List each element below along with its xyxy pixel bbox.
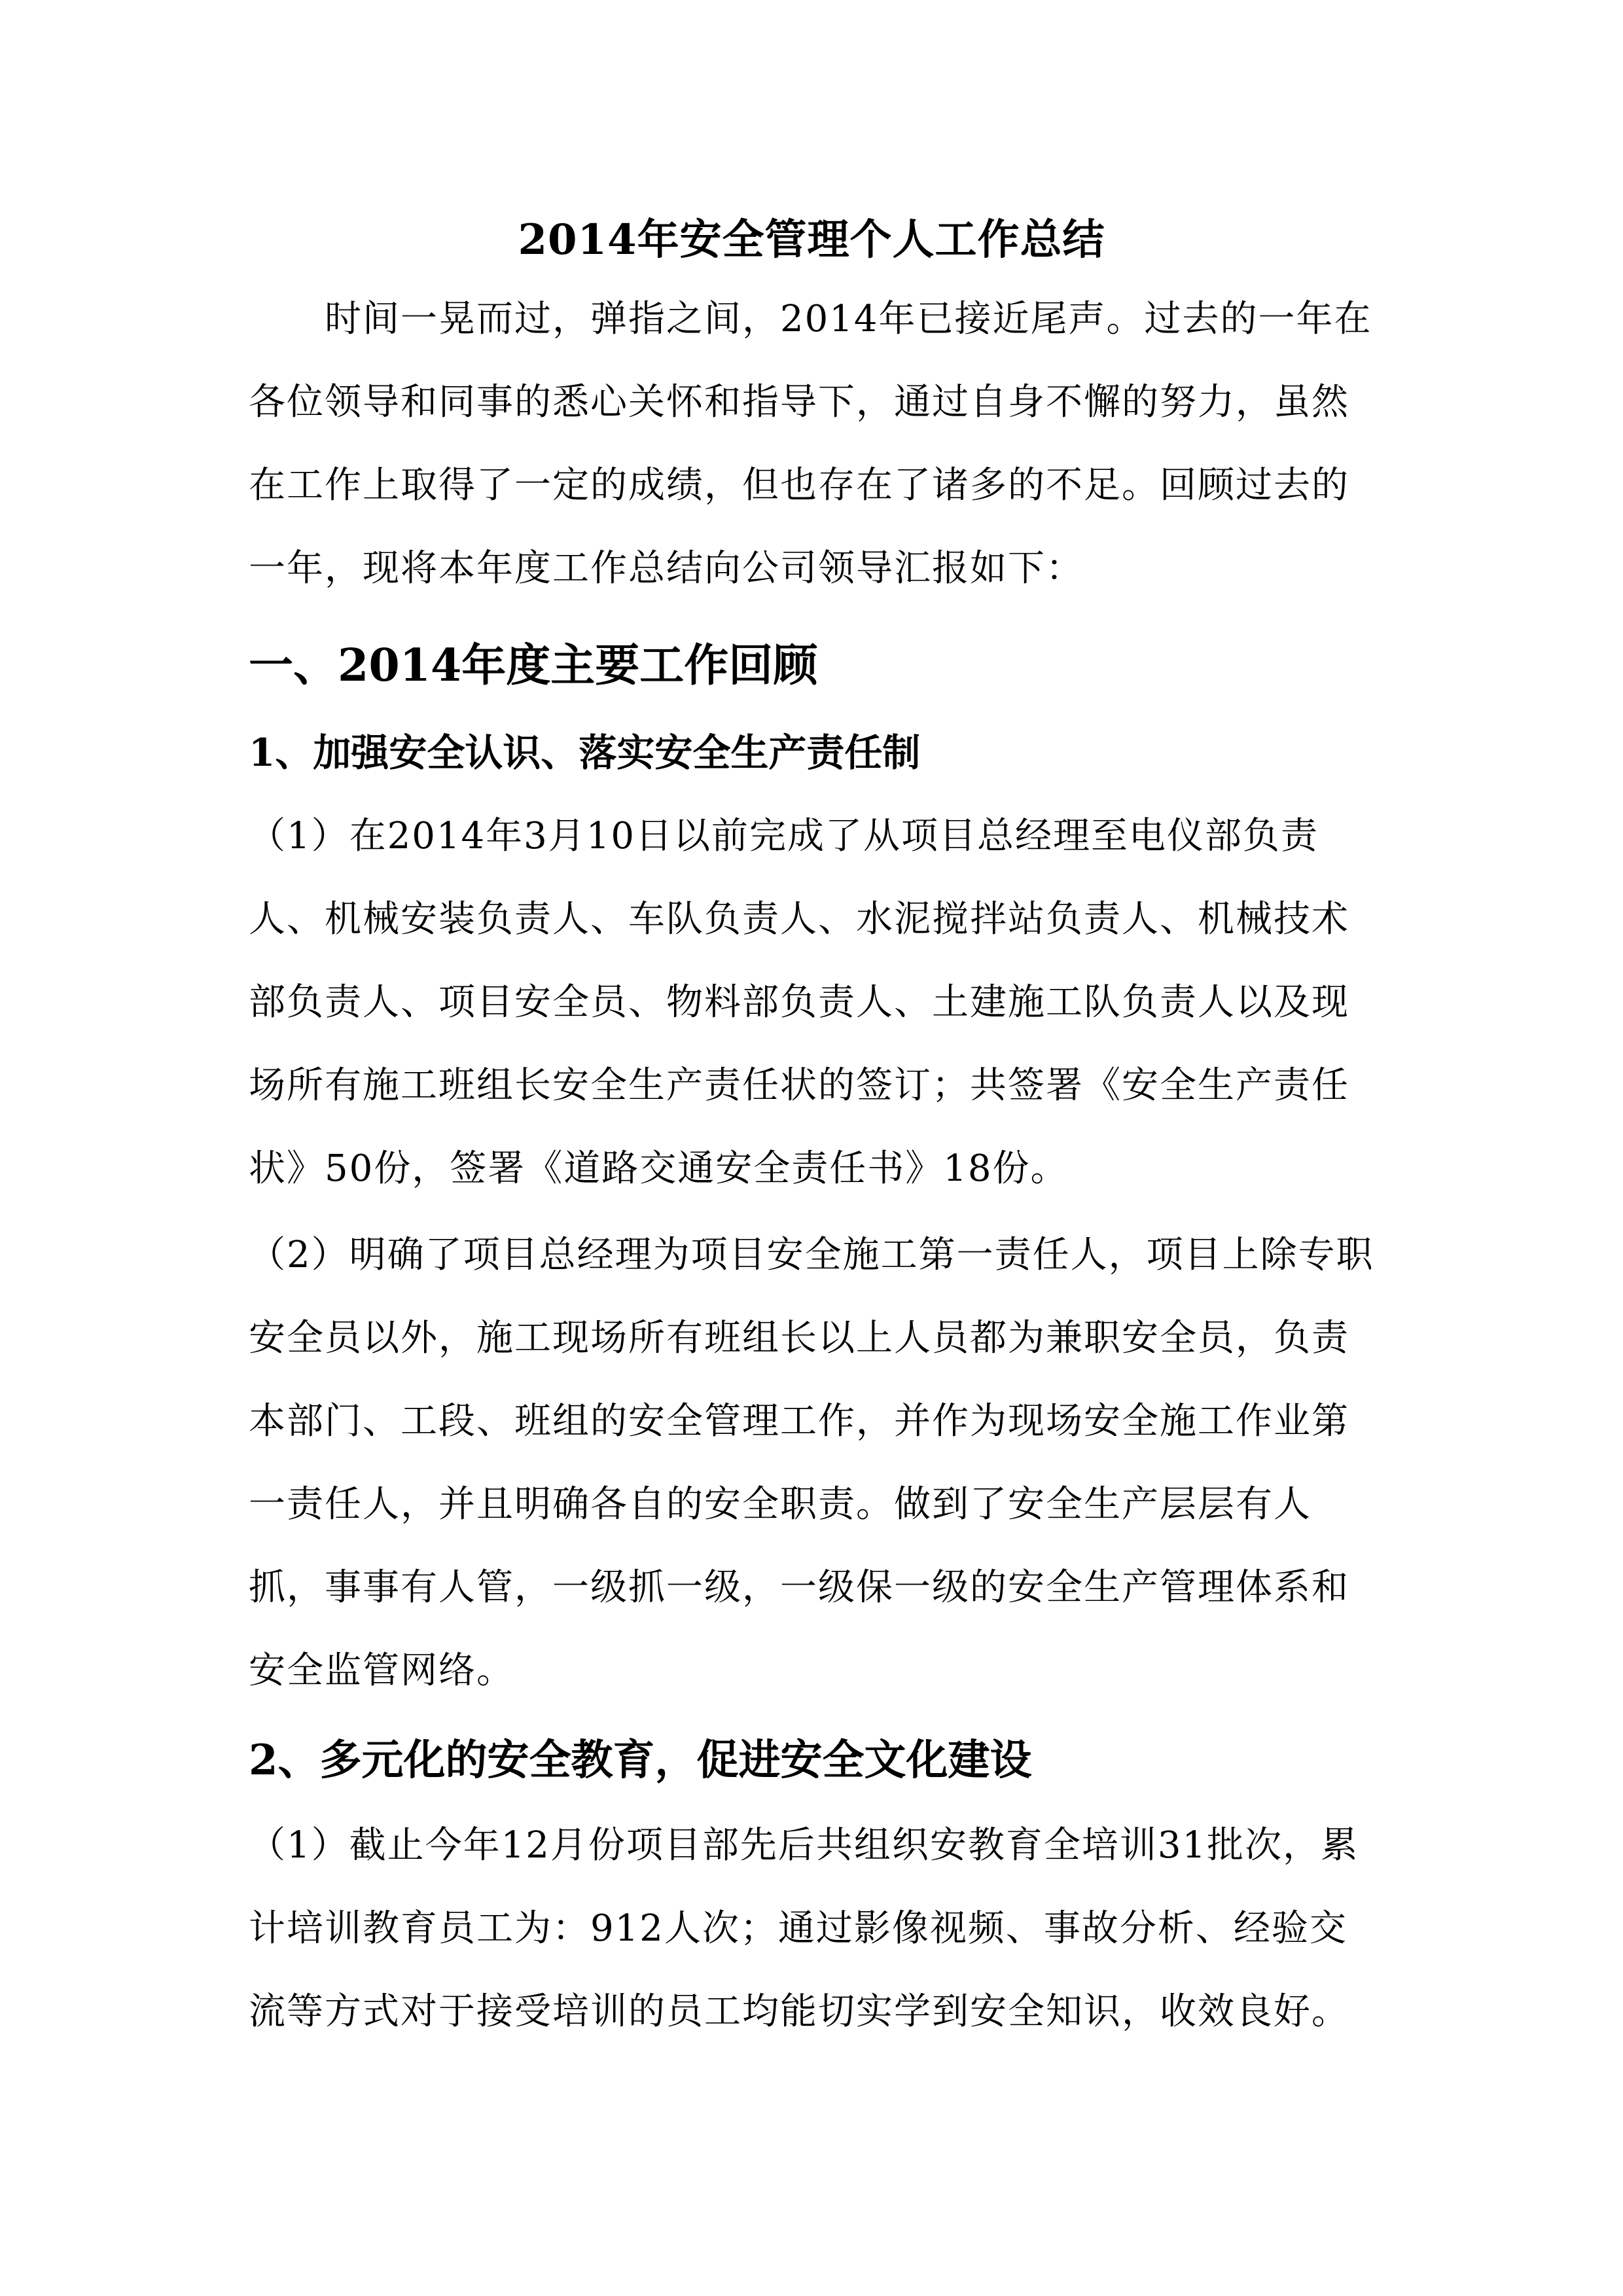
sub2-para1-line-2: 计培训教育员工为：912人次；通过影像视频、事故分析、经验交 [249,1907,1347,1950]
document-title: 2014年安全管理个人工作总结 [518,215,1105,264]
subsection-heading-1: 1、加强安全认识、落实安全生产责任制 [249,730,921,775]
sub2-para1-line-1: （1）截止今年12月份项目部先后共组织安教育全培训31批次，累 [249,1824,1359,1867]
section-heading-1: 一、2014年度主要工作回顾 [249,639,818,692]
intro-line-2: 各位领导和同事的悉心关怀和指导下，通过自身不懈的努力，虽然 [249,381,1349,423]
intro-line-1: 时间一晃而过，弹指之间，2014年已接近尾声。过去的一年在 [249,298,1372,340]
sub1-para2-line-1: （2）明确了项目总经理为项目安全施工第一责任人，项目上除专职 [249,1234,1374,1276]
sub1-para2-line-2: 安全员以外，施工现场所有班组长以上人员都为兼职安全员，负责 [249,1317,1349,1359]
sub1-para1-line-2: 人、机械安装负责人、车队负责人、水泥搅拌站负责人、机械技术 [249,898,1349,941]
sub2-para1-line-3: 流等方式对于接受培训的员工均能切实学到安全知识，收效良好。 [249,1990,1349,2033]
sub1-para1-line-3: 部负责人、项目安全员、物料部负责人、土建施工队负责人以及现 [249,981,1349,1024]
sub1-para2-line-3: 本部门、工段、班组的安全管理工作，并作为现场安全施工作业第 [249,1400,1349,1443]
subsection-heading-2: 2、多元化的安全教育，促进安全文化建设 [249,1736,1032,1785]
sub1-para1-line-5: 状》50份，签署《道路交通安全责任书》18份。 [249,1147,1069,1190]
sub1-para2-line-6: 安全监管网络。 [249,1649,514,1692]
sub1-para1-line-1: （1）在2014年3月10日以前完成了从项目总经理至电仪部负责 [249,815,1319,857]
intro-line-4: 一年，现将本年度工作总结向公司领导汇报如下： [249,547,1084,590]
sub1-para2-line-4: 一责任人，并且明确各自的安全职责。做到了安全生产层层有人 [249,1483,1311,1526]
intro-line-3: 在工作上取得了一定的成绩，但也存在了诸多的不足。回顾过去的 [249,464,1349,507]
sub1-para1-line-4: 场所有施工班组长安全生产责任状的签订；共签署《安全生产责任 [249,1064,1349,1107]
sub1-para2-line-5: 抓，事事有人管，一级抓一级，一级保一级的安全生产管理体系和 [249,1566,1349,1609]
